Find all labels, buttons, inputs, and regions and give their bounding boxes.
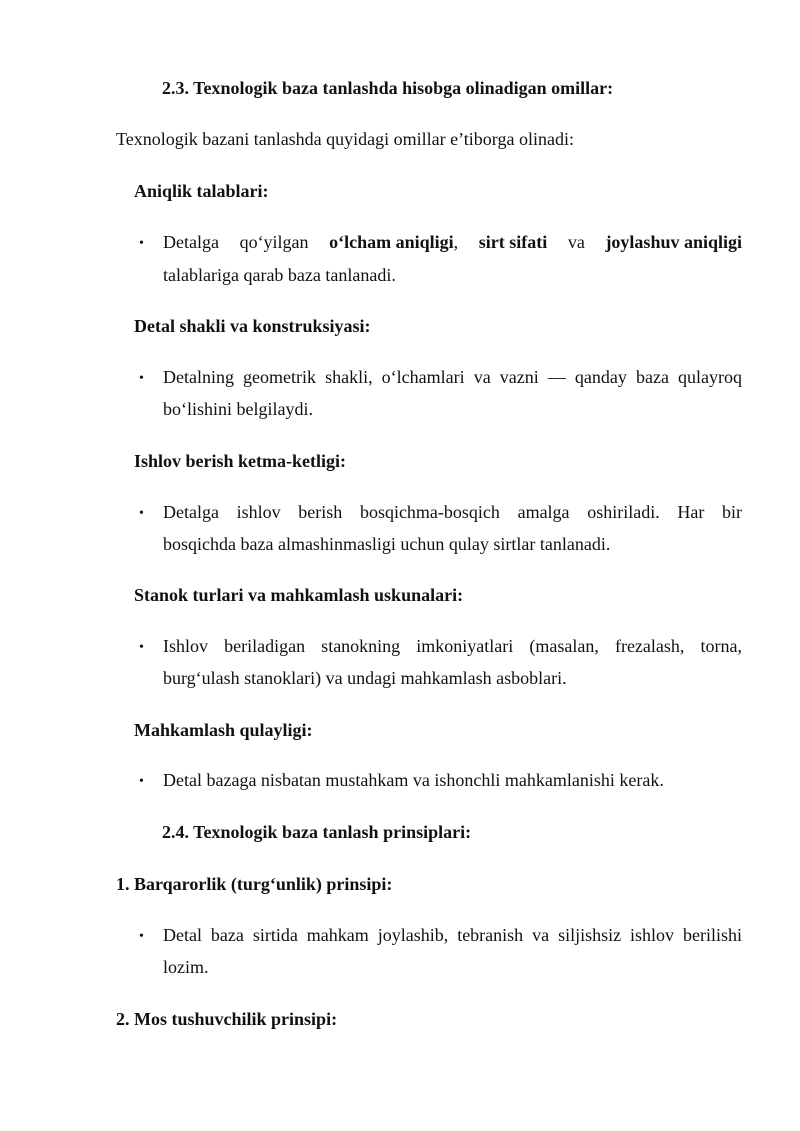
factor-title-clamping: Mahkamlash qulayligi:	[134, 720, 313, 740]
factor-1-bullet-line1	[163, 231, 742, 253]
intro-paragraph: Texnologik bazani tanlashda quyidagi omillar e’tiborga olinadi:	[116, 129, 574, 149]
bullet-marker: •	[139, 640, 144, 655]
principle-1-bullet-line1: Detal baza sirtida mahkam joylashib, tebranish va siljishsiz ishlov berilishi	[163, 925, 742, 945]
factor-2-bullet-line1: Detalning geometrik shakli, o‘lchamlari va vazni — qanday baza qulayroq	[163, 367, 742, 387]
bullet-marker: •	[139, 236, 144, 251]
principle-title-match: 2. Mos tushuvchilik prinsipi:	[116, 1009, 338, 1029]
section-heading-2-3: 2.3. Texnologik baza tanlashda hisobga olinadigan omillar:	[162, 78, 614, 98]
text-span: va	[567, 232, 585, 252]
emphasis-surface-quality: sirt sifati	[478, 232, 548, 252]
section-heading-2-4: 2.4. Texnologik baza tanlash prinsiplari:	[162, 822, 472, 842]
bullet-marker: •	[139, 929, 144, 944]
factor-1-bullet-line2: talablariga qarab baza tanlanadi.	[163, 265, 396, 285]
bullet-marker: •	[139, 774, 144, 789]
principle-title-stability: 1. Barqarorlik (turg‘unlik) prinsipi:	[116, 874, 393, 894]
factor-5-bullet-line1: Detal bazaga nisbatan mustahkam va ishonchli mahkamlanishi kerak.	[163, 770, 664, 790]
text-span: o‘lcham aniqligi	[329, 232, 454, 252]
factor-4-bullet-line1: Ishlov beriladigan stanokning imkoniyatlari (masalan, frezalash, torna,	[163, 636, 742, 656]
emphasis-position-accuracy: joylashuv aniqligi	[605, 232, 742, 252]
text-span: qo‘yilgan	[239, 232, 309, 252]
factor-2-bullet-line2: bo‘lishini belgilaydi.	[163, 399, 313, 419]
factor-3-bullet-line1: Detalga ishlov berish bosqichma-bosqich amalga oshiriladi. Har bir	[163, 502, 742, 522]
factor-title-accuracy: Aniqlik talablari:	[134, 181, 269, 201]
text-span: Detalga	[163, 232, 219, 252]
text-span	[479, 231, 547, 253]
factor-3-bullet-line2: bosqichda baza almashinmasligi uchun qulay sirtlar tanlanadi.	[163, 534, 611, 554]
principle-1-bullet-line2: lozim.	[163, 957, 209, 977]
text-span: ,	[453, 232, 459, 252]
bullet-marker: •	[139, 371, 144, 386]
factor-title-machines: Stanok turlari va mahkamlash uskunalari:	[134, 585, 464, 605]
factor-title-sequence: Ishlov berish ketma-ketligi:	[134, 451, 347, 471]
factor-title-shape: Detal shakli va konstruksiyasi:	[134, 316, 371, 336]
factor-4-bullet-line2: burg‘ulash stanoklari) va undagi mahkamlash asboblari.	[163, 668, 567, 688]
emphasis-size-accuracy	[329, 231, 458, 253]
bullet-marker: •	[139, 506, 144, 521]
